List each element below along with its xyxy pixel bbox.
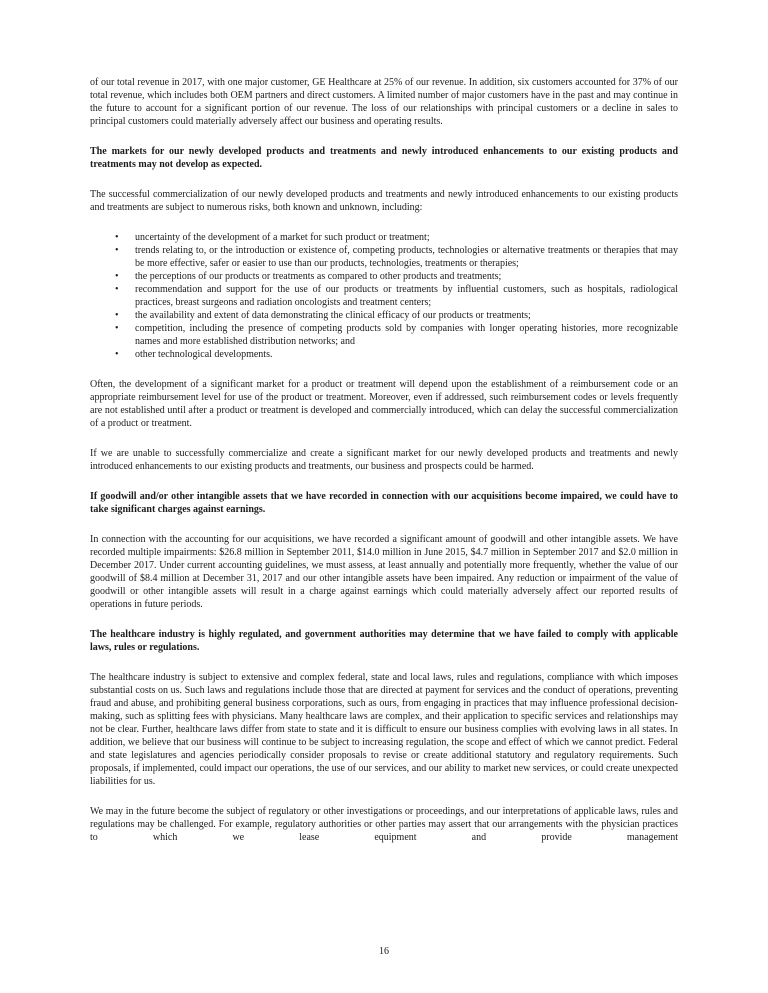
bullet-item: • the perceptions of our products or treatments as compared to other products and treatments; [135, 270, 678, 283]
bullet-item: • uncertainty of the development of a market for such product or treatment; [135, 231, 678, 244]
paragraph: The healthcare industry is subject to extensive and complex federal, state and local laws, rules and regulations, compliance with which imposes substantial costs on us. Such laws and regulations include those that are directed at payment for services and the conduct of operations, preventing fraud and abuse, and prohibiting general business corporations, such as ours, from engaging in practices that may influence professional decision-making, such as splitting fees with physicians. Many healthcare laws are complex, and their application to specific services and relationships may not be clear. Further, healthcare laws differ from state to state and it is difficult to ensure our business complies with evolving laws in all states. In addition, we believe that our business will continue to be subject to increasing regulation, the scope and effect of which we cannot predict. Federal and state legislatures and agencies periodically consider proposals to revise or create additional statutory and regulatory requirements. Such proposals, if implemented, could impact our operations, the use of our services, and our ability to market new services, or could create unexpected liabilities for us. [90, 672, 678, 787]
risk-factor-heading: If goodwill and/or other intangible assets that we have recorded in connection with our acquisitions become impaired, we could have to take significant charges against earnings. [90, 491, 678, 515]
page-number: 16 [379, 946, 389, 957]
page-footer [0, 945, 768, 958]
paragraph: of our total revenue in 2017, with one major customer, GE Healthcare at 25% of our revenue. In addition, six customers accounted for 37% of our total revenue, which includes both OEM partners and direct customers. A limited number of major customers have in the past and may continue in the future to account for a significant portion of our revenue. The loss of our relationships with principal customers or a decline in sales to principal customers could materially adversely affect our business and operating results. [90, 77, 678, 127]
bullet-list [90, 231, 678, 361]
paragraph: Often, the development of a significant market for a product or treatment will depend upon the establishment of a reimbursement code or an appropriate reimbursement level for use of the product or treatment. Moreover, even if addressed, such reimbursement codes or levels frequently are not established until after a product or treatment is developed and commercially introduced, which can delay the successful commercialization of a product or treatment. [90, 379, 678, 429]
bullet-item: • recommendation and support for the use of our products or treatments by influential customers, such as hospitals, radiological practices, breast surgeons and radiation oncologists and treatment centers; [135, 283, 678, 309]
paragraph: The successful commercialization of our newly developed products and treatments and newly introduced enhancements to our existing products and treatments are subject to numerous risks, both known and unknown, including: [90, 189, 678, 213]
bullet-item: • trends relating to, or the introduction or existence of, competing products, technologies or alternative treatments or therapies that may be more effective, safer or easier to use than our products, technologies, treatments or therapies; [135, 244, 678, 270]
bullet-item: • competition, including the presence of competing products sold by companies with longer operating histories, more recognizable names and more established distribution networks; and [135, 322, 678, 348]
paragraph: In connection with the accounting for our acquisitions, we have recorded a significant amount of goodwill and other intangible assets. We have recorded multiple impairments: $26.8 million in September 2011, $14.0 million in June 2015, $4.7 million in September 2017 and $2.0 million in December 2017. Under current accounting guidelines, we must assess, at least annually and potentially more frequently, whether the value of our goodwill of $8.4 million at December 31, 2017 and our other intangible assets have been impaired. Any reduction or impairment of the value of goodwill or other intangible assets will result in a charge against earnings which could materially adversely affect our reported results of operations in future periods. [90, 534, 678, 610]
bullet-item: • the availability and extent of data demonstrating the clinical efficacy of our products or treatments; [135, 309, 678, 322]
risk-factor-heading: The healthcare industry is highly regulated, and government authorities may determine that we have failed to comply with applicable laws, rules or regulations. [90, 629, 678, 653]
document-content [90, 76, 678, 861]
risk-factor-heading: The markets for our newly developed products and treatments and newly introduced enhancements to our existing products and treatments may not develop as expected. [90, 146, 678, 170]
paragraph: If we are unable to successfully commercialize and create a significant market for our newly developed products and treatments and newly introduced enhancements to our existing products and treatments, our business and prospects could be harmed. [90, 448, 678, 472]
bullet-item: • other technological developments. [135, 348, 678, 361]
paragraph: We may in the future become the subject of regulatory or other investigations or proceedings, and our interpretations of applicable laws, rules and regulations may be challenged. For example, regulatory authorities or other parties may assert that our arrangements with the physician practices to which we lease equipment and provide management [90, 806, 678, 843]
